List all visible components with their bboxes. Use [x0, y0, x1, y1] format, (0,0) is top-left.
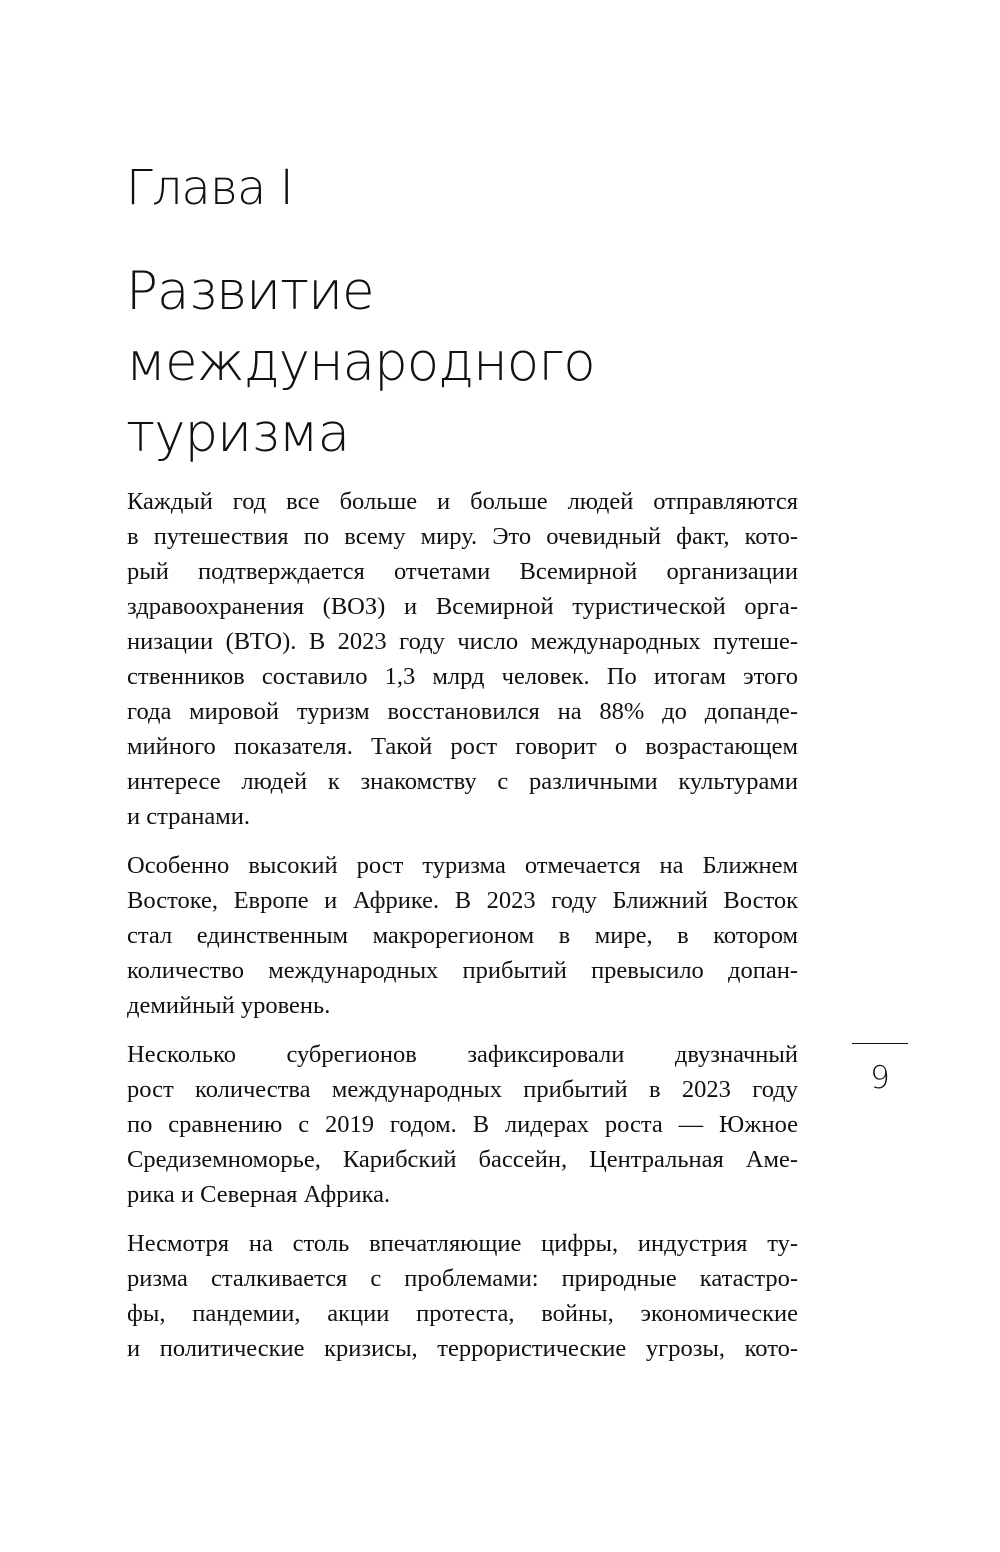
chapter-title-line: международного [126, 332, 595, 393]
text-line: интересе людей к знакомству с различными культурами [127, 768, 798, 795]
text-line: рика и Северная Африка. [127, 1181, 391, 1208]
paragraph-1 [127, 484, 798, 834]
page-number: 9 [870, 1060, 890, 1096]
text-line: в путешествия по всему миру. Это очевидный факт, кото- [127, 523, 798, 550]
page-number-rule [852, 1043, 908, 1044]
text-line: рый подтверждается отчетами Всемирной организации [127, 558, 798, 585]
text-line: Особенно высокий рост туризма отмечается на Ближнем [127, 852, 798, 879]
text-line: рост количества международных прибытий в 2023 году [127, 1076, 798, 1103]
chapter-title-line: туризма [126, 403, 350, 464]
text-line: фы, пандемии, акции протеста, войны, экономические [127, 1300, 798, 1327]
text-line: Востоке, Европе и Африке. В 2023 году Ближний Восток [127, 887, 798, 914]
text-line: здравоохранения (ВОЗ) и Всемирной туристической орга- [127, 593, 798, 620]
chapter-label: Глава I [126, 160, 293, 216]
text-line: Несколько субрегионов зафиксировали двузначный [127, 1041, 798, 1068]
paragraph-4 [127, 1226, 798, 1366]
text-line: стал единственным макрорегионом в мире, в котором [127, 922, 798, 949]
text-line: ственников составило 1,3 млрд человек. По итогам этого [127, 663, 798, 690]
text-line: Средиземноморье, Карибский бассейн, Центральная Аме- [127, 1146, 798, 1173]
paragraph-2 [127, 848, 798, 1023]
text-line: и политические кризисы, террористические угрозы, кото- [127, 1335, 798, 1362]
text-line: мийного показателя. Такой рост говорит о возрастающем [127, 733, 798, 760]
text-line: демийный уровень. [127, 992, 331, 1019]
paragraph-3 [127, 1037, 798, 1212]
text-line: и странами. [127, 803, 250, 830]
text-line: по сравнению с 2019 годом. В лидерах роста — Южное [127, 1111, 798, 1138]
chapter-title [126, 256, 766, 469]
text-line: количество международных прибытий превысило допан- [127, 957, 798, 984]
text-line: года мировой туризм восстановился на 88% до допанде- [127, 698, 798, 725]
text-line: ризма сталкивается с проблемами: природные катастро- [127, 1265, 798, 1292]
text-line: низации (ВТО). В 2023 году число международных путеше- [127, 628, 798, 655]
text-line: Несмотря на столь впечатляющие цифры, индустрия ту- [127, 1230, 798, 1257]
text-line: Каждый год все больше и больше людей отправляются [127, 488, 798, 515]
body-text [127, 484, 798, 1380]
chapter-title-line: Развитие [126, 261, 374, 322]
